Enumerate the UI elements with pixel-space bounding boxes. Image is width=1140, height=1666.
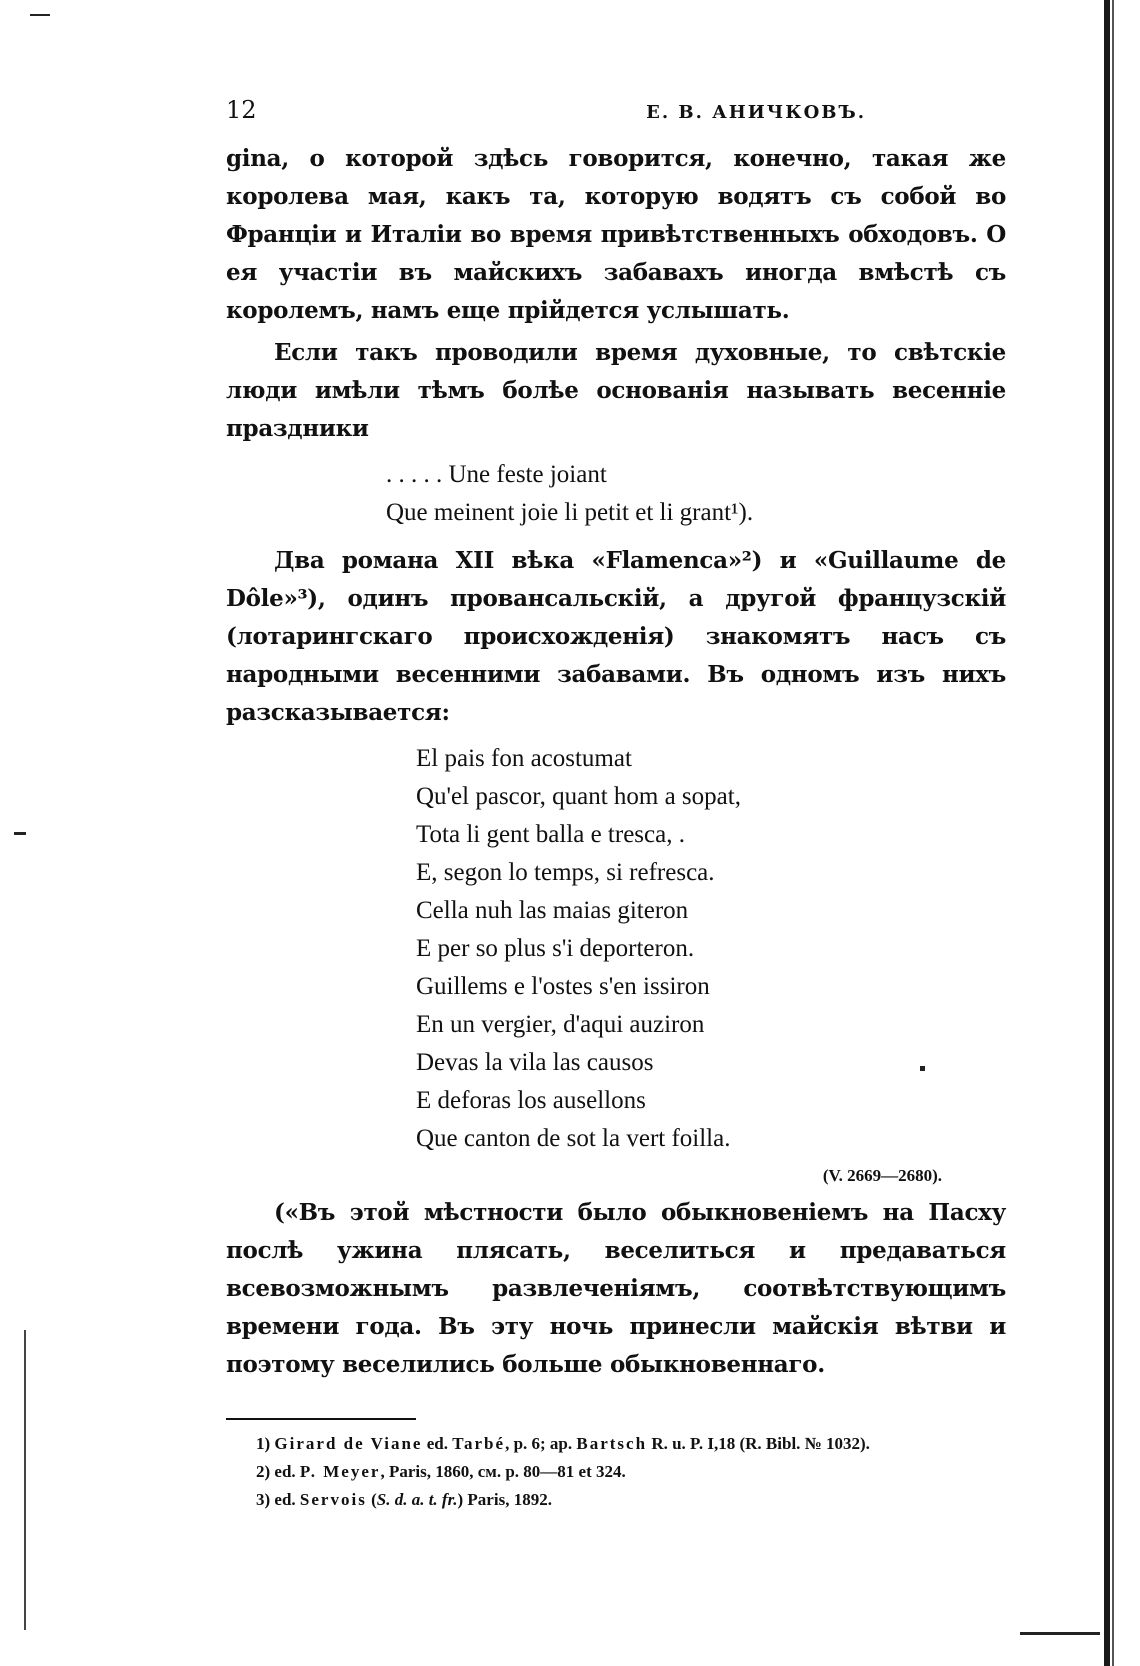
paragraph-2: Если такъ проводили время духовные, то свѣтскіе люди имѣли тѣмъ болѣе основанія называть весенніе праздники (226, 339, 1006, 442)
footnote-text: S. d. a. t. fr. (376, 1490, 458, 1509)
paragraph-1: gina, о которой здѣсь говорится, конечно, такая же королева мая, какъ та, которую водятъ съ собой во Франціи и Италіи во время привѣтственныхъ обходовъ. О ея участіи въ майскихъ забавахъ иногда вмѣстѣ съ королемъ, намъ еще прійдется услышать. (226, 145, 1006, 324)
verse-line: E per so plus s'i deporteron. (416, 935, 695, 962)
footnote-text: ( (366, 1490, 377, 1509)
page-number: 12 (226, 96, 257, 124)
verse-quote-2 (416, 740, 1006, 1158)
book-page (226, 96, 1006, 1514)
paragraph-4: («Въ этой мѣстности было обыкновеніемъ на Пасху послѣ ужина плясать, веселиться и предаваться всевозможнымъ развлеченіямъ, соотвѣтствующимъ времени года. Въ эту ночь принесли майскія вѣтви и поэтому веселились больше обыкновеннаго. (226, 1199, 1006, 1378)
verse-line: En un vergier, d'aqui auziron (416, 1011, 705, 1038)
footnote-2 (226, 1458, 1006, 1486)
verse-line: . . . . . Une feste joiant (386, 461, 607, 488)
scan-edge-line (1112, 0, 1114, 1666)
footnote-text: P. Meyer (299, 1462, 381, 1481)
scan-speck (14, 832, 26, 835)
footnote-text: ed. (422, 1434, 453, 1453)
footnote-text: Tarbé (452, 1434, 506, 1453)
verse-line: El pais fon acostumat (416, 745, 632, 772)
verse-line: Devas la vila las causos (416, 1049, 654, 1076)
paragraph-3: Два романа XII вѣка «Flamenca»²) и «Guillaume de Dôle»³), одинъ провансальскій, а другой французскій (лотарингскаго происхожденія) знакомятъ насъ съ народными весенними забавами. Въ одномъ изъ нихъ разсказывается: (226, 547, 1006, 726)
verse-line: Qu'el pascor, quant hom a sopat, (416, 783, 741, 810)
footnote-1 (226, 1430, 1006, 1458)
footnote-text: 2) ed. (256, 1462, 300, 1481)
footnote-text: 3) ed. (256, 1490, 300, 1509)
verse-line: Que canton de sot la vert foilla. (416, 1125, 731, 1152)
verse-line: Que meinent joie li petit et li grant¹). (386, 499, 754, 526)
running-title: Е. В. АНИЧКОВЪ. (646, 102, 866, 123)
footnote-rule (226, 1418, 416, 1420)
footnote-text: 1) (256, 1434, 275, 1453)
footnote-text: R. u. P. I,18 (R. Bibl. № 1032). (647, 1434, 870, 1453)
verse-reference: (V. 2669—2680). (822, 1166, 942, 1185)
scan-bottom-mark (1020, 1632, 1100, 1635)
footnote-text: Girard de Viane (274, 1434, 423, 1453)
footnote-text: , p. 6; ap. (505, 1434, 577, 1453)
verse-line: E deforas los ausellons (416, 1087, 646, 1114)
scan-speck (30, 14, 50, 16)
verse-line: E, segon lo temps, si refresca. (416, 859, 715, 886)
footnote-text: ) Paris, 1892. (457, 1490, 552, 1509)
footnote-text: Servois (299, 1490, 367, 1509)
footnote-text: , Paris, 1860, см. р. 80—81 et 324. (380, 1462, 626, 1481)
scan-edge-shadow (1104, 0, 1110, 1666)
verse-line: Guillems e l'ostes s'en issiron (416, 973, 710, 1000)
verse-line: Cella nuh las maias giteron (416, 897, 689, 924)
footnote-3 (226, 1486, 1006, 1514)
page-header (226, 96, 1006, 140)
footnote-text: Bartsch (576, 1434, 648, 1453)
verse-line: Tota li gent balla e tresca, . (416, 821, 685, 848)
scan-left-margin-line (24, 1330, 26, 1630)
verse-quote-1 (386, 456, 1006, 532)
